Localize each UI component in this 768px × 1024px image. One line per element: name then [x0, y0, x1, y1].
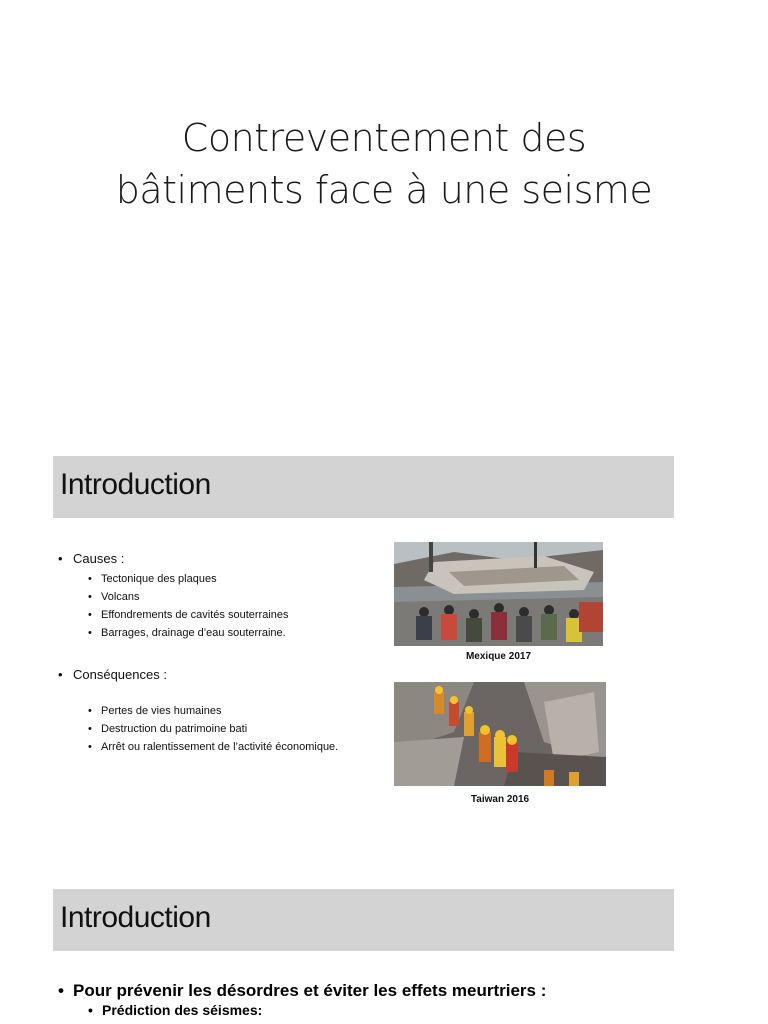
bullet-dot: •	[58, 551, 63, 566]
bullet-dot: •	[58, 667, 63, 682]
photo-caption-taiwan: Taiwan 2016	[470, 794, 530, 805]
intro-heading: Introduction	[60, 468, 211, 501]
list-item: • Volcans	[88, 591, 140, 603]
earthquake-photo-taiwan	[394, 682, 606, 786]
causes-list	[88, 572, 289, 644]
prediction-text: Prédiction des séismes:	[102, 1002, 263, 1018]
consequences-bullet	[58, 667, 167, 682]
title-line-2: bâtiments face à une seisme	[115, 168, 653, 212]
intro-heading-2: Introduction	[60, 901, 211, 934]
photo-caption-mexico: Mexique 2017	[465, 651, 532, 662]
list-item: • Effondrements de cavités souterraines	[88, 609, 289, 621]
title-line-1: Contreventement des	[181, 116, 587, 160]
earthquake-photo-mexico	[394, 542, 603, 646]
list-item: • Pertes de vies humaines	[88, 705, 222, 717]
bullet-dot: •	[58, 981, 64, 1000]
prevention-bullet	[58, 981, 546, 1001]
bullet-dot: •	[88, 1002, 93, 1018]
causes-label: Causes :	[73, 551, 125, 566]
consequences-list	[88, 704, 338, 758]
list-item: • Arrêt ou ralentissement de l’activité économique.	[88, 741, 339, 753]
slide-title	[60, 112, 708, 216]
consequences-label: Conséquences :	[73, 667, 167, 682]
intro-heading-banner-2	[53, 889, 674, 951]
causes-bullet	[58, 551, 124, 566]
list-item: • Barrages, drainage d’eau souterraine.	[88, 627, 286, 639]
intro-heading-banner	[53, 456, 674, 518]
list-item: • Destruction du patrimoine bati	[88, 723, 248, 735]
list-item: • Tectonique des plaques	[88, 573, 217, 585]
prevention-text: Pour prévenir les désordres et éviter les effets meurtriers :	[73, 981, 547, 1000]
prediction-bullet	[88, 1002, 262, 1018]
